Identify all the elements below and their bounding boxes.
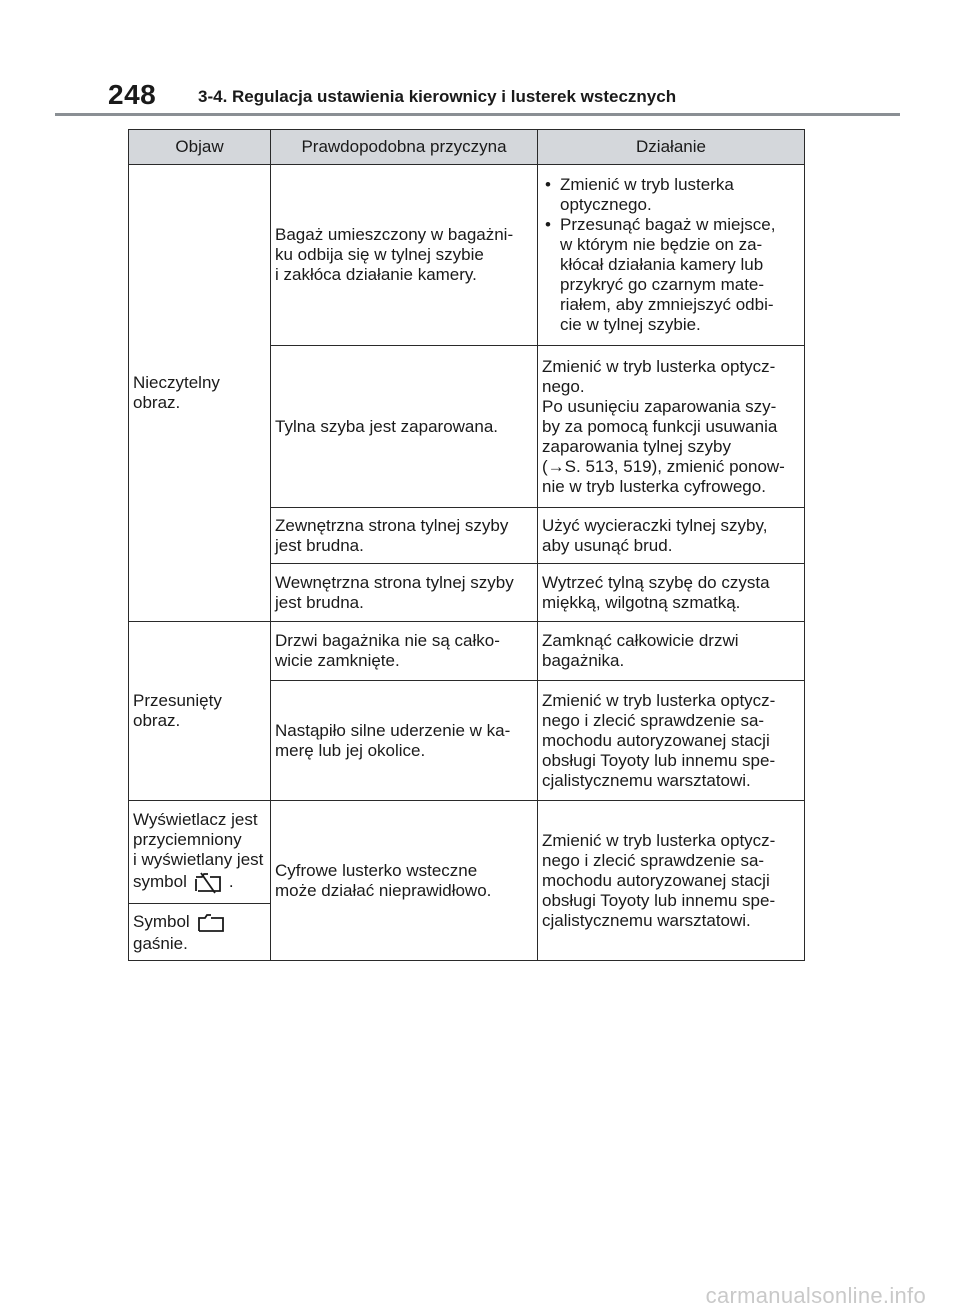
symbol-word: symbol xyxy=(133,872,187,891)
page-header xyxy=(108,80,908,116)
action-bullet-list xyxy=(542,175,800,335)
action-cell xyxy=(538,346,805,508)
column-header-action: Działanie xyxy=(538,130,805,165)
symbol-line xyxy=(133,870,266,894)
camera-off-icon xyxy=(193,870,223,894)
symptom-cell xyxy=(129,165,271,622)
action-text: Zmienić w tryb lusterka optycz- nego. Po usunięciu zaparowania szy- by za pomocą funkcji usuwania zaparowania tylnej szyby (→S. 513, 519), zmienić ponow- nie w tryb lusterka cyfrowego. xyxy=(542,356,785,496)
cause-cell xyxy=(271,165,538,346)
symptom-text: gaśnie. xyxy=(133,934,188,953)
cause-text: Nastąpiło silne uderzenie w ka- merę lub jej okolice. xyxy=(275,720,511,760)
watermark: carmanualsonline.info xyxy=(705,1283,926,1308)
page-number: 248 xyxy=(108,79,157,110)
cause-text: Cyfrowe lusterko wsteczne może działać nieprawidłowo. xyxy=(275,860,492,900)
table-row xyxy=(129,801,805,904)
action-cell xyxy=(538,564,805,622)
cause-cell xyxy=(271,801,538,961)
action-text: Zmienić w tryb lusterka optycz- nego i zlecić sprawdzenie sa- mochodu autoryzowanej stacji obsługi Toyoty lub innemu spe- cjalistycznemu warsztatowi. xyxy=(542,830,776,930)
action-cell xyxy=(538,508,805,564)
action-text: Użyć wycieraczki tylnej szyby, aby usunąć brud. xyxy=(542,515,768,555)
table-header-row xyxy=(129,130,805,165)
action-text: Zamknąć całkowicie drzwi bagażnika. xyxy=(542,631,739,670)
cause-cell xyxy=(271,681,538,801)
section-title: 3-4. Regulacja ustawienia kierownicy i lusterek wstecznych xyxy=(198,87,677,106)
symptom-cell xyxy=(129,801,271,904)
camera-icon xyxy=(196,910,226,934)
cause-text: Zewnętrzna strona tylnej szyby jest brudna. xyxy=(275,515,509,555)
troubleshooting-table xyxy=(128,129,805,961)
cause-text: Bagaż umieszczony w bagażni- ku odbija się w tylnej szybie i zakłóca działanie kamery. xyxy=(275,225,514,284)
action-cell xyxy=(538,622,805,681)
symbol-word: Symbol xyxy=(133,912,190,931)
column-header-cause: Prawdopodobna przyczyna xyxy=(271,130,538,165)
action-bullet: • Przesunąć bagaż w miejsce, w którym nie będzie on za- kłócał działania kamery lub przykryć go czarnym mate- riałem, aby zmniejszyć odbi- cie w tylnej szybie. xyxy=(542,215,800,335)
action-cell xyxy=(538,801,805,961)
action-cell xyxy=(538,681,805,801)
cause-text: Wewnętrzna strona tylnej szyby jest brudna. xyxy=(275,572,514,612)
header-rule xyxy=(55,113,900,116)
cause-text: Tylna szyba jest zaparowana. xyxy=(275,416,499,436)
symptom-text: Wyświetlacz jest przyciemniony i wyświetlany jest xyxy=(133,810,264,869)
action-cell xyxy=(538,165,805,346)
column-header-symptom: Objaw xyxy=(129,130,271,165)
action-text: Zmienić w tryb lusterka optycz- nego i zlecić sprawdzenie sa- mochodu autoryzowanej stacji obsługi Toyoty lub innemu spe- cjalistycznemu warsztatowi. xyxy=(542,690,776,790)
cause-cell xyxy=(271,346,538,508)
symptom-text: Nieczytelny obraz. xyxy=(133,373,220,412)
symbol-line xyxy=(133,910,266,934)
action-text: Wytrzeć tylną szybę do czysta miękką, wilgotną szmatką. xyxy=(542,572,770,612)
symptom-text: Przesunięty obraz. xyxy=(133,691,222,730)
cause-cell xyxy=(271,564,538,622)
cause-text: Drzwi bagażnika nie są całko- wicie zamknięte. xyxy=(275,631,500,670)
cause-cell xyxy=(271,622,538,681)
symptom-cell xyxy=(129,904,271,961)
symbol-period: . xyxy=(228,872,234,891)
symptom-cell xyxy=(129,622,271,801)
table-row xyxy=(129,622,805,681)
action-bullet: • Zmienić w tryb lusterka optycznego. xyxy=(542,175,800,215)
cause-cell xyxy=(271,508,538,564)
table-row xyxy=(129,165,805,346)
